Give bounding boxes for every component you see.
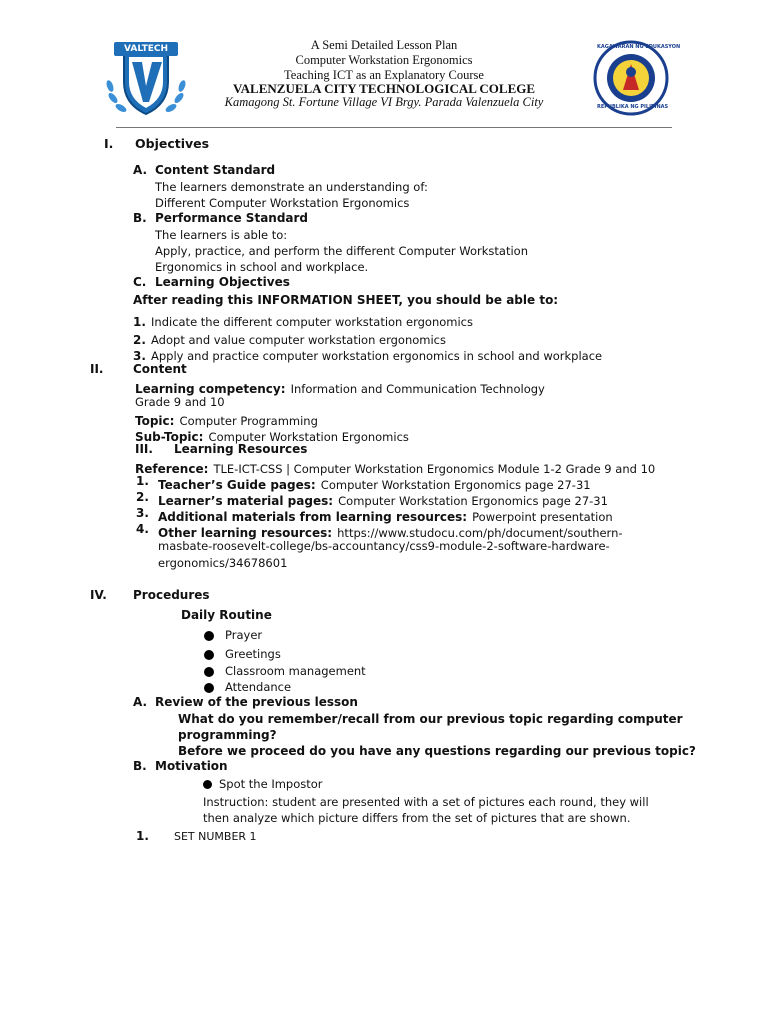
motivation-item: Spot the Impostor xyxy=(219,777,323,791)
objectives-number: I. xyxy=(104,136,114,151)
procedures-title: Procedures xyxy=(133,588,210,602)
resource-link-continued[interactable]: masbate-roosevelt-college/bs-accountancy/css9-module-2-software-hardware- xyxy=(158,539,610,553)
reference-value: TLE-ICT-CSS | Computer Workstation Ergonomics Module 1-2 Grade 9 and 10 xyxy=(213,462,656,476)
objective-number: 3. xyxy=(133,349,146,363)
routine-item: Classroom management xyxy=(225,664,366,678)
resource-label: Teacher’s Guide pages: xyxy=(158,478,316,492)
set-number: 1. xyxy=(136,829,149,843)
routine-item: Prayer xyxy=(225,628,263,642)
resource-number: 1. xyxy=(136,474,149,488)
motivation-letter: B. xyxy=(133,759,147,773)
bullet-icon xyxy=(204,650,214,660)
header-divider xyxy=(116,127,672,128)
resource-number: 3. xyxy=(136,506,149,520)
header-line3: Teaching ICT as an Explanatory Course xyxy=(284,68,484,82)
learning-objectives-title: Learning Objectives xyxy=(155,275,290,289)
resource-label: Additional materials from learning resources: xyxy=(158,510,468,524)
content-standard-letter: A. xyxy=(133,163,148,177)
college-address: Kamagong St. Fortune Village VI Brgy. Parada Valenzuela City xyxy=(224,95,544,109)
motivation-instruction-1: Instruction: student are presented with a set of pictures each round, they will xyxy=(203,795,649,809)
resource-value: Computer Workstation Ergonomics page 27-31 xyxy=(338,494,608,508)
performance-standard-letter: B. xyxy=(133,211,147,225)
content-standard-line2: Different Computer Workstation Ergonomics xyxy=(155,196,410,210)
performance-standard-line2: Apply, practice, and perform the different Computer Workstation xyxy=(155,244,528,258)
grade-level: Grade 9 and 10 xyxy=(135,395,225,409)
performance-standard-title: Performance Standard xyxy=(155,211,309,225)
review-question-2: Before we proceed do you have any questions regarding our previous topic? xyxy=(178,744,696,758)
resources-title: Learning Resources xyxy=(174,442,308,456)
deped-seal-top-text: KAGAWARAN NG EDUKASYON xyxy=(597,44,681,50)
header-line1: A Semi Detailed Lesson Plan xyxy=(310,38,458,52)
learning-objectives-intro: After reading this INFORMATION SHEET, you should be able to: xyxy=(133,293,559,307)
review-question-1: What do you remember/recall from our previous topic regarding computer xyxy=(178,712,683,726)
review-question-1-cont: programming? xyxy=(178,728,277,742)
valtech-logo-text: VALTECH xyxy=(124,44,168,54)
resource-value: Powerpoint presentation xyxy=(472,510,613,524)
bullet-icon xyxy=(204,667,214,677)
deped-seal-bottom-text: REPUBLIKA NG PILIPINAS xyxy=(597,104,669,110)
resources-number: III. xyxy=(135,442,153,456)
routine-item: Attendance xyxy=(225,680,292,694)
content-standard-line1: The learners demonstrate an understanding of: xyxy=(155,180,428,194)
content-standard-title: Content Standard xyxy=(155,163,276,177)
content-number: II. xyxy=(90,362,104,376)
learning-objectives-letter: C. xyxy=(133,275,147,289)
resource-number: 2. xyxy=(136,490,149,504)
bullet-icon xyxy=(204,631,214,641)
resource-link-continued[interactable]: ergonomics/34678601 xyxy=(158,556,288,570)
procedures-number: IV. xyxy=(90,588,107,602)
header-line2: Computer Workstation Ergonomics xyxy=(295,53,473,67)
objective-item xyxy=(133,345,602,364)
objective-item xyxy=(133,311,473,330)
performance-standard-line1: The learners is able to: xyxy=(155,228,288,242)
performance-standard-line3: Ergonomics in school and workplace. xyxy=(155,260,369,274)
resource-label: Other learning resources: xyxy=(158,526,333,540)
set-label: SET NUMBER 1 xyxy=(174,830,257,843)
competency-value: Information and Communication Technology xyxy=(290,382,545,396)
competency-label: Learning competency: xyxy=(135,382,286,396)
objectives-title: Objectives xyxy=(135,136,210,151)
review-title: Review of the previous lesson xyxy=(155,695,358,709)
college-name: VALENZUELA CITY TECHNOLOGICAL COLEGE xyxy=(232,81,536,96)
resource-link[interactable]: https://www.studocu.com/ph/document/southern- xyxy=(337,526,623,540)
objective-number: 1. xyxy=(133,315,146,329)
objective-text: Apply and practice computer workstation ergonomics in school and workplace xyxy=(151,349,603,363)
objective-text: Indicate the different computer workstation ergonomics xyxy=(151,315,473,329)
bullet-icon xyxy=(203,780,212,789)
review-letter: A. xyxy=(133,695,148,709)
resource-label: Learner’s material pages: xyxy=(158,494,334,508)
bullet-icon xyxy=(204,683,214,693)
objective-text: Adopt and value computer workstation ergonomics xyxy=(151,333,446,347)
content-title: Content xyxy=(133,362,187,376)
subtopic-value: Computer Workstation Ergonomics xyxy=(208,430,409,444)
objective-number: 2. xyxy=(133,333,146,347)
motivation-instruction-2: then analyze which picture differs from the set of pictures that are shown. xyxy=(203,811,631,825)
routine-item: Greetings xyxy=(225,647,281,661)
resource-value: Computer Workstation Ergonomics page 27-31 xyxy=(320,478,591,492)
subtopic-label: Sub-Topic: xyxy=(135,430,204,444)
reference-label: Reference: xyxy=(135,462,209,476)
resource-number: 4. xyxy=(136,522,149,536)
daily-routine-title: Daily Routine xyxy=(181,608,272,622)
motivation-title: Motivation xyxy=(155,759,228,773)
topic-label: Topic: xyxy=(135,414,175,428)
topic-value: Computer Programming xyxy=(179,414,318,428)
